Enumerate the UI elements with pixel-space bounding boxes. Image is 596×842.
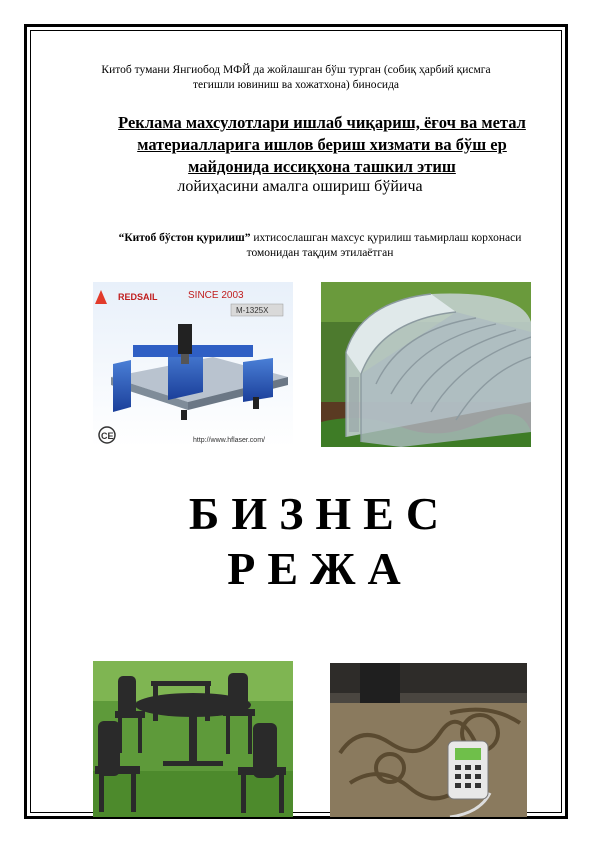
cnc-cutting-photo xyxy=(330,663,527,817)
project-subtitle: лойиҳасини амалга ошириш бўйича xyxy=(177,178,423,195)
brand-logo-text: REDSAIL xyxy=(118,292,158,302)
ce-mark: CE xyxy=(101,431,114,441)
business-plan-title: БИЗНЕС РЕЖА xyxy=(188,488,452,594)
project-title: Реклама махсулотлари ишлаб чиқариш, ёғоч ва метал материалларига ишлов бериш хизмати ва бўш ер майдонида иссиқхона ташкил этиш xyxy=(118,113,526,176)
company-name: “Китоб бўстон қурилиш” xyxy=(118,232,251,244)
greenhouse-photo xyxy=(321,282,531,447)
garden-furniture-photo xyxy=(93,661,293,817)
website-url: http://www.hflaser.com/ xyxy=(193,437,265,444)
company-line xyxy=(100,231,540,261)
company-description: ихтисослашган махсус қурилиш таьмирлаш корхонаси томонидан тақдим этилаётган xyxy=(246,232,522,259)
intro-text: Китоб тумани Янгиобод МФЙ да жойлашган бўш турган (собиқ ҳарбий қисмга тегишли ювиниш ва хожатхона) биносида xyxy=(101,64,491,91)
since-text: SINCE 2003 xyxy=(188,290,244,301)
cnc-machine-photo xyxy=(93,282,293,447)
model-text: M-1325X xyxy=(236,306,269,315)
